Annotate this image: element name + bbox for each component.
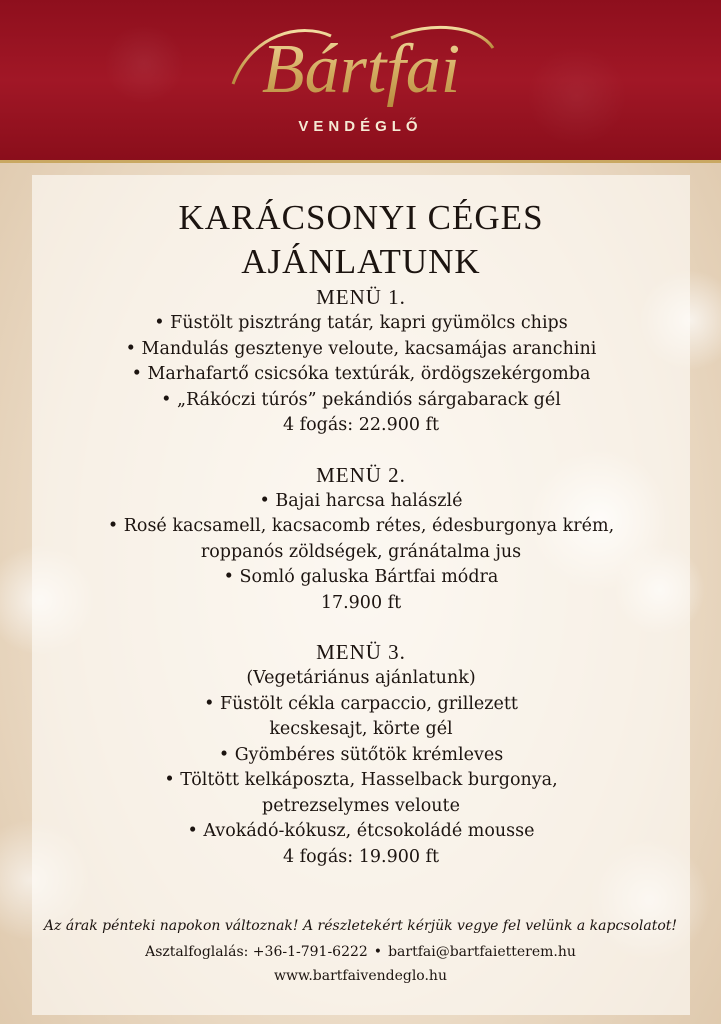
menu-3-title: MENÜ 3.	[316, 640, 406, 664]
menu-1-title: MENÜ 1.	[316, 285, 406, 309]
price-notice: Az árak pénteki napokon változnak! A részletekért kérjük vegye fel velünk a kapcsolatot!	[43, 918, 678, 934]
logo-wordmark	[211, 14, 511, 114]
menu-content	[32, 196, 690, 870]
menu-3-item: • Gyömbéres sütőtök krémleves	[218, 744, 504, 765]
menu-3-item: (Vegetáriánus ajánlatunk)	[246, 668, 476, 688]
menu-2-item: • Bajai harcsa halászlé	[259, 490, 463, 511]
menu-1-item: • Marhafartő csicsóka textúrák, ördögszekérgomba	[131, 364, 591, 384]
page-title	[32, 196, 690, 284]
menu-1-item: • Mandulás gesztenye veloute, kacsamájas aranchini	[125, 338, 597, 359]
menu-2-title: MENÜ 2.	[316, 462, 406, 487]
menu-3-item: petrezselymes veloute	[262, 795, 460, 816]
logo-subtitle: VENDÉGLŐ	[298, 118, 423, 135]
menu-1	[32, 284, 690, 439]
phone-link[interactable]: Asztalfoglalás: +36-1-791-6222	[145, 944, 368, 960]
email-link[interactable]: bartfai@bartfaietterem.hu	[388, 944, 576, 960]
menu-1-price: 4 fogás: 22.900 ft	[282, 415, 440, 435]
menu-2	[32, 462, 690, 617]
menu-3-item: • Töltött kelkáposzta, Hasselback burgonya,	[164, 770, 558, 790]
menu-3-item: • Avokádó-kókusz, étcsokoládé mousse	[187, 821, 535, 841]
menu-1-item: • Füstölt pisztráng tatár, kapri gyümölcs chips	[154, 313, 568, 333]
contact-line	[0, 944, 721, 960]
menu-2-item: • Somló galuska Bártfai módra	[223, 567, 499, 587]
menu-3-item: • Füstölt cékla carpaccio, grillezett	[204, 693, 518, 714]
menu-3-item: kecskesajt, körte gél	[269, 719, 453, 739]
logo-name: Bártfai	[261, 31, 460, 108]
menu-3-price: 4 fogás: 19.900 ft	[282, 846, 440, 867]
header-banner	[0, 0, 721, 163]
menu-1-item: • „Rákóczi túrós” pekándiós sárgabarack gél	[161, 389, 561, 410]
website-link[interactable]: www.bartfaivendeglo.hu	[274, 968, 447, 984]
contact-separator: •	[373, 944, 383, 960]
menu-2-item: • Rosé kacsamell, kacsacomb rétes, édesburgonya krém,	[107, 516, 615, 536]
menu-2-price: 17.900 ft	[320, 592, 402, 613]
menu-3	[32, 639, 690, 870]
menu-2-item: roppanós zöldségek, gránátalma jus	[200, 541, 522, 562]
logo	[0, 14, 721, 114]
title-line-1: KARÁCSONYI CÉGES	[178, 198, 544, 237]
title-line-2: AJÁNLATUNK	[241, 242, 481, 281]
